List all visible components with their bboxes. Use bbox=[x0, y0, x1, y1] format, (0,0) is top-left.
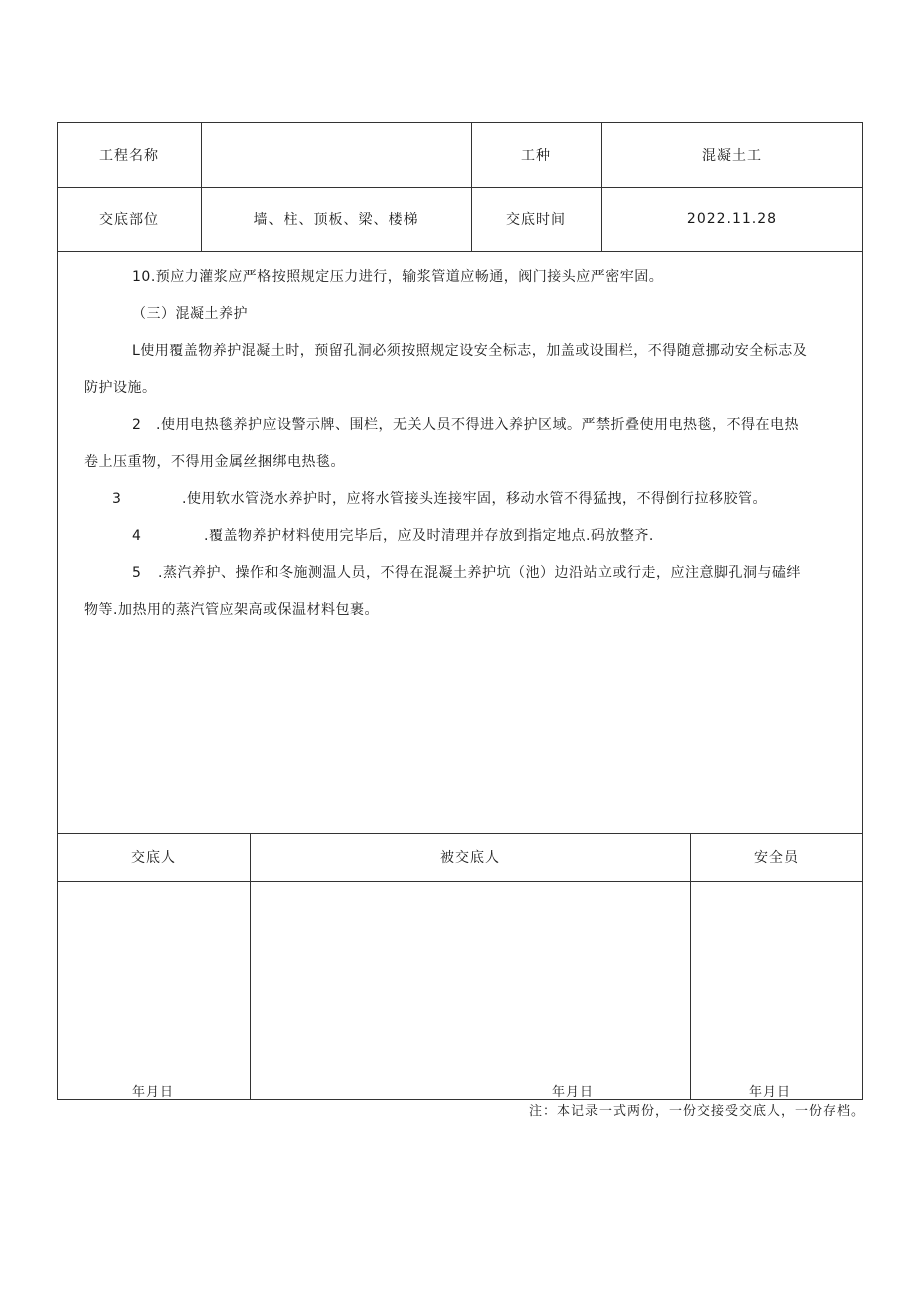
footer-note: 注：本记录一式两份，一份交接受交底人，一份存档。 bbox=[528, 1104, 865, 1119]
paragraph-5-line2: 物等.加热用的蒸汽管应架高或保温材料包裹。 bbox=[84, 602, 379, 618]
paragraph-1-line1: L使用覆盖物养护混凝土时，预留孔洞必须按照规定设安全标志，加盖或设围栏，不得随意挪动安全标志及 bbox=[132, 343, 808, 359]
recipient-date: 年月日 bbox=[552, 1085, 595, 1100]
safety-officer-date: 年月日 bbox=[749, 1085, 792, 1100]
paragraph-2-line2: 卷上压重物，不得用金属丝捆绑电热毯。 bbox=[84, 454, 345, 470]
row-divider bbox=[57, 881, 863, 882]
project-name-value bbox=[201, 122, 471, 187]
paragraph-text: .使用软水管浇水养护时，应将水管接头连接牢固，移动水管不得猛拽，不得倒行拉移胶管。 bbox=[182, 491, 767, 507]
disclosure-content bbox=[84, 259, 860, 629]
paragraph-3 bbox=[84, 481, 860, 518]
discloser-label: 交底人 bbox=[131, 850, 176, 866]
paragraph-1-line2: 防护设施。 bbox=[84, 380, 157, 396]
paragraph-text: .蒸汽养护、操作和冬施测温人员，不得在混凝土养护坑（池）边沿站立或行走，应注意脚孔洞与磕绊 bbox=[158, 565, 801, 581]
paragraph-number: 5 bbox=[132, 565, 142, 581]
time-label: 交底时间 bbox=[506, 212, 566, 228]
paragraph-4 bbox=[84, 518, 860, 555]
paragraph-text: .覆盖物养护材料使用完毕后，应及时清理并存放到指定地点.码放整齐. bbox=[204, 528, 654, 544]
recipient-label: 被交底人 bbox=[440, 850, 500, 866]
paragraph-10: 10.预应力灌浆应严格按照规定压力进行，输浆管道应畅通，阀门接头应严密牢固。 bbox=[132, 269, 664, 285]
location-label: 交底部位 bbox=[99, 212, 159, 228]
paragraph-number: 2 bbox=[132, 417, 142, 433]
location-value: 墙、柱、顶板、梁、楼梯 bbox=[253, 212, 419, 228]
section-heading: （三）混凝土养护 bbox=[132, 306, 248, 322]
safety-officer-label: 安全员 bbox=[754, 850, 799, 866]
trade-value: 混凝土工 bbox=[702, 147, 762, 164]
paragraph-2-line1 bbox=[84, 407, 860, 444]
paragraph-5-line1 bbox=[84, 555, 860, 592]
paragraph-text: .使用电热毯养护应设警示牌、围栏，无关人员不得进入养护区域。严禁折叠使用电热毯，不得在电热 bbox=[156, 417, 799, 433]
trade-label: 工种 bbox=[521, 147, 551, 164]
row-divider bbox=[57, 251, 863, 252]
paragraph-number: 4 bbox=[132, 528, 142, 544]
time-value: 2022.11.28 bbox=[686, 211, 778, 227]
discloser-date: 年月日 bbox=[132, 1085, 175, 1100]
project-name-label: 工程名称 bbox=[99, 147, 159, 164]
paragraph-number: 3 bbox=[112, 491, 122, 507]
